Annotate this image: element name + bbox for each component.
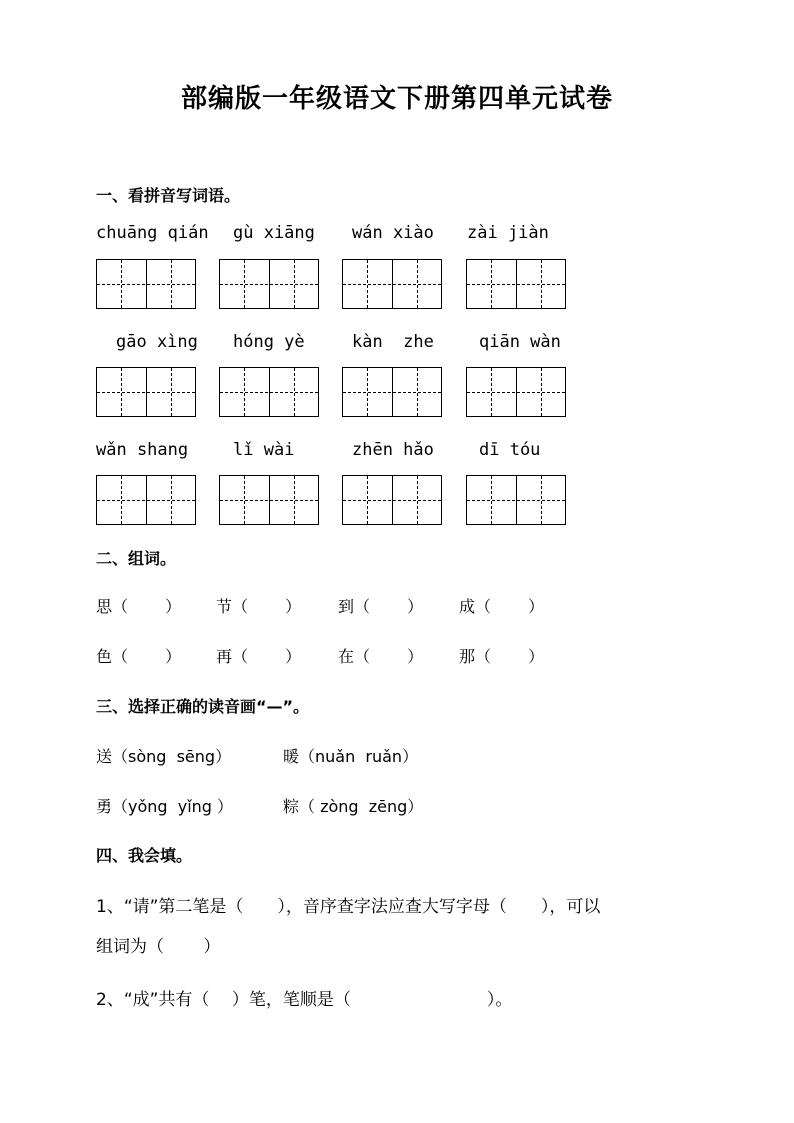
pinyin-label: hóng yè (233, 332, 305, 352)
fill-question-1-continued: 组词为（ ） (96, 937, 221, 957)
zuci-item: 成（ ） (459, 597, 545, 616)
zuci-item: 到（ ） (338, 597, 424, 616)
writing-grid[interactable] (466, 259, 566, 309)
pronunciation-choice[interactable]: 暖（nuǎn ruǎn） (283, 747, 419, 766)
writing-grid[interactable] (342, 475, 442, 525)
pinyin-label: chuāng qián (96, 223, 209, 243)
section-heading-1: 一、看拼音写词语。 (96, 186, 241, 205)
fill-question-1: 1、“请”第二笔是（ ），音序查字法应查大写字母（ ），可以 (96, 897, 601, 917)
section-heading-3: 三、选择正确的读音画“—”。 (96, 697, 310, 716)
pinyin-label: gāo xìng (116, 332, 198, 352)
writing-grid[interactable] (219, 475, 319, 525)
fill-question-2: 2、“成”共有（ ）笔，笔顺是（ ）。 (96, 990, 513, 1010)
writing-grid[interactable] (219, 367, 319, 417)
pinyin-label: zhēn hǎo (352, 440, 434, 460)
pinyin-label: qiān wàn (479, 332, 561, 352)
pinyin-label: wán xiào (352, 223, 434, 243)
pinyin-label: kàn zhe (352, 332, 434, 352)
pronunciation-choice[interactable]: 粽（ zòng zēng） (283, 797, 424, 816)
pinyin-label: zài jiàn (467, 223, 549, 243)
zuci-item: 节（ ） (216, 597, 302, 616)
writing-grid[interactable] (96, 475, 196, 525)
writing-grid[interactable] (96, 367, 196, 417)
zuci-item: 再（ ） (216, 647, 302, 666)
pronunciation-choice[interactable]: 勇（yǒng yǐng ） (96, 797, 234, 816)
writing-grid[interactable] (342, 367, 442, 417)
page-title: 部编版一年级语文下册第四单元试卷 (180, 84, 613, 114)
pinyin-label: dī tóu (479, 440, 541, 460)
pinyin-label: lǐ wài (233, 440, 295, 460)
pinyin-label: wǎn shang (96, 440, 189, 460)
writing-grid[interactable] (466, 475, 566, 525)
zuci-item: 在（ ） (338, 647, 424, 666)
writing-grid[interactable] (342, 259, 442, 309)
pronunciation-choice[interactable]: 送（sòng sēng） (96, 747, 232, 766)
zuci-item: 那（ ） (459, 647, 545, 666)
pinyin-label: gù xiāng (233, 223, 315, 243)
section-heading-2: 二、组词。 (96, 549, 177, 568)
zuci-item: 色（ ） (96, 647, 182, 666)
writing-grid[interactable] (466, 367, 566, 417)
writing-grid[interactable] (96, 259, 196, 309)
zuci-item: 思（ ） (96, 597, 182, 616)
section-heading-4: 四、我会填。 (96, 846, 193, 865)
writing-grid[interactable] (219, 259, 319, 309)
